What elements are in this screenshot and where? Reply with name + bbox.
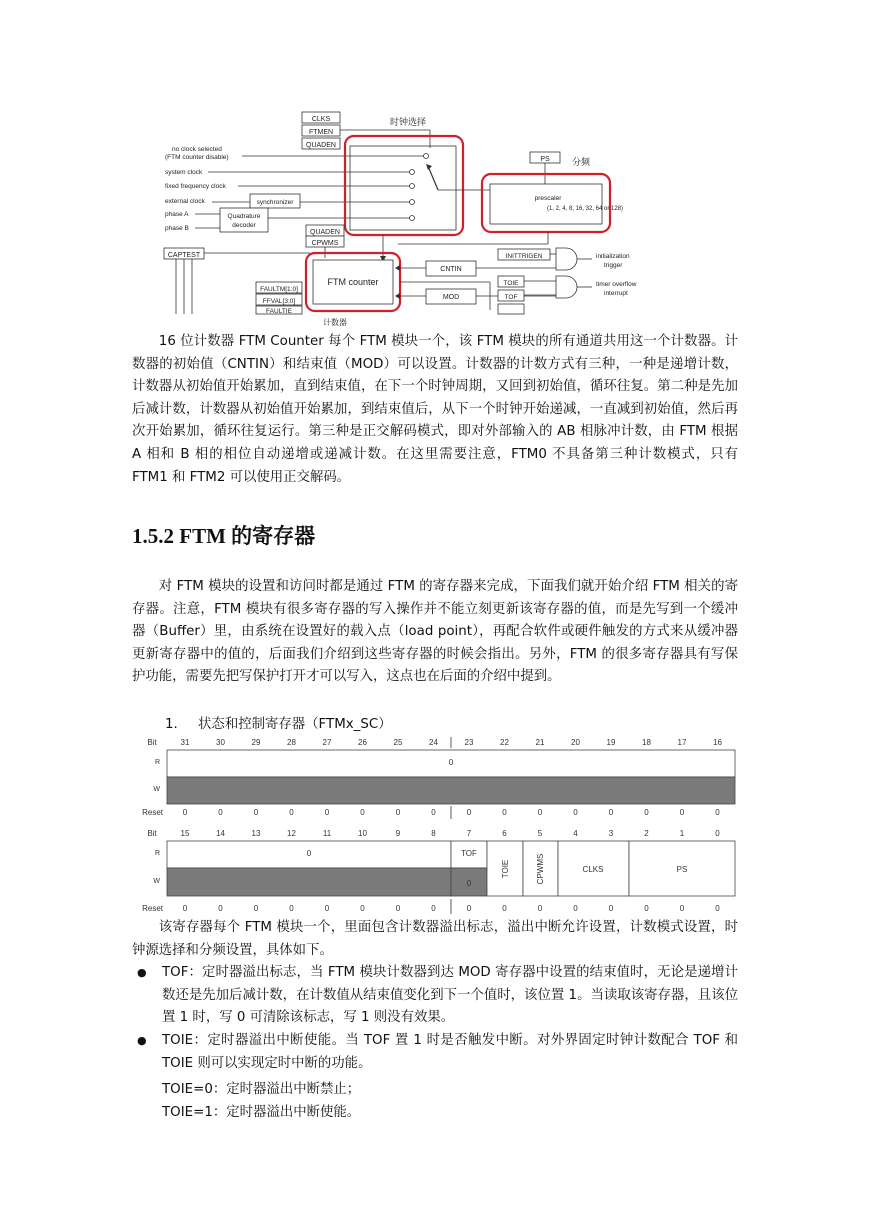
- reset-value-lower: 0: [324, 904, 330, 913]
- reset-value-upper: 0: [218, 808, 223, 817]
- bullet-toie-text: TOIE：定时器溢出中断使能。当 TOF 置 1 时是否触发中断。对外界固定时钟计数配合 TOF 和 TOIE 则可以实现定时中断的功能。: [162, 1033, 738, 1071]
- reset-label-lower: Reset: [142, 904, 163, 913]
- bit-number-lower: 5: [537, 829, 543, 838]
- reset-value-lower: 0: [253, 904, 259, 913]
- clks-register-label: CLKS: [582, 865, 604, 874]
- reset-value-upper: 0: [253, 808, 259, 817]
- ftmen-label: FTMEN: [308, 129, 334, 136]
- inittrigen-label: INITTRIGEN: [505, 253, 543, 260]
- paragraph-counter-description: 16 位计数器 FTM Counter 每个 FTM 模块一个，该 FTM 模块的所有通道共用这一个计数器。计数器的初始值（CNTIN）和结束值（MOD）可以设置。计数器的计数方式有三种，一种是递增计数，计数器从初始值开始累加，直到结束值，在下一个时钟周期，又回到初始值，循环往复。第二种是先加后减计数，计数器从初始值开始累加，到结束值后，从下一个时钟开始递减，一直减到初始值，然后再次开始累加，循环往复运行。第三种是正交解码模式，即对外部输入的 AB 相脉冲计数，由 FTM 根据 A 相和 B 相的相位自动递增或递减计数。在这里需要注意，FTM0 不具备第三种计数模式，只有 FTM1 和 FTM2 可以使用正交解码。: [132, 334, 738, 485]
- system-clock-label: system clock: [165, 169, 203, 176]
- bit-label-upper: Bit: [147, 738, 157, 747]
- bit-number-lower: 2: [644, 829, 649, 838]
- r-label-upper: R: [154, 759, 160, 766]
- init-trigger-label-1: initialization: [596, 253, 630, 260]
- bit-number-upper: 17: [677, 738, 687, 747]
- reset-value-upper: 0: [679, 808, 685, 817]
- bit-number-lower: 9: [395, 829, 401, 838]
- reset-value-upper: 0: [573, 808, 578, 817]
- cntin-label: CNTIN: [440, 266, 462, 273]
- w-label-upper: W: [153, 786, 160, 793]
- clks-label: CLKS: [311, 116, 331, 123]
- reset-value-lower: 0: [608, 904, 614, 913]
- bit-number-upper: 31: [180, 738, 190, 747]
- reset-value-lower: 0: [431, 904, 436, 913]
- init-trigger-label-2: trigger: [604, 262, 623, 269]
- timer-overflow-label-1: timer overflow: [596, 281, 637, 288]
- bit-number-upper: 23: [464, 738, 474, 747]
- counter-cn-label: 计数器: [323, 318, 347, 327]
- reset-value-upper: 0: [715, 808, 720, 817]
- reset-label-upper: Reset: [142, 808, 163, 817]
- bit-label-lower: Bit: [147, 829, 157, 838]
- faultie-label: FAULTIE: [266, 308, 292, 315]
- phase-a-label: phase A: [165, 211, 189, 218]
- synchronizer-label: synchronizer: [256, 199, 294, 206]
- reset-value-upper: 0: [289, 808, 294, 817]
- reset-value-lower: 0: [395, 904, 401, 913]
- no-clock-sub-label: (FTM counter disable): [165, 154, 229, 161]
- bit-number-lower: 10: [358, 829, 367, 838]
- phase-b-label: phase B: [165, 225, 189, 232]
- lower-r-value: 0: [306, 849, 312, 858]
- reset-value-lower: 0: [715, 904, 720, 913]
- reset-value-upper: 0: [431, 808, 436, 817]
- external-clock-label: external clock: [165, 198, 205, 205]
- bit-number-upper: 21: [535, 738, 545, 747]
- reset-value-upper: 0: [324, 808, 330, 817]
- bit-number-upper: 22: [500, 738, 509, 747]
- bit-number-lower: 11: [322, 829, 332, 838]
- bit-number-lower: 0: [715, 829, 720, 838]
- toie-diag-label: TOIE: [503, 280, 519, 287]
- ps-label: PS: [540, 156, 550, 163]
- ftm-block-diagram: [160, 108, 660, 330]
- reset-value-upper: 0: [182, 808, 188, 817]
- cpwms-label: CPWMS: [311, 240, 339, 247]
- r-label-lower: R: [154, 850, 160, 857]
- ftm-counter-label: FTM counter: [327, 277, 379, 287]
- fixed-clock-label: fixed frequency clock: [165, 183, 226, 190]
- reset-value-lower: 0: [466, 904, 472, 913]
- reset-value-lower: 0: [218, 904, 223, 913]
- reset-value-lower: 0: [360, 904, 365, 913]
- w-label-lower: W: [153, 878, 160, 885]
- reset-value-upper: 0: [466, 808, 472, 817]
- bit-number-upper: 16: [713, 738, 722, 747]
- quaden2-label: QUADEN: [310, 229, 340, 236]
- bit-number-upper: 20: [571, 738, 580, 747]
- tof-w-value: 0: [466, 879, 472, 888]
- reset-value-upper: 0: [502, 808, 507, 817]
- bit-number-upper: 27: [322, 738, 332, 747]
- reset-value-upper: 0: [537, 808, 543, 817]
- tof-register-label: TOF: [461, 849, 477, 858]
- reset-value-upper: 0: [644, 808, 649, 817]
- clock-select-label: 时钟选择: [390, 117, 427, 127]
- bit-number-lower: 1: [679, 829, 685, 838]
- bit-number-upper: 25: [393, 738, 403, 747]
- bit-number-lower: 12: [287, 829, 296, 838]
- bullet-tof-text: TOF：定时器溢出标志，当 FTM 模块计数器到达 MOD 寄存器中设置的结束值时，无论是递增计数还是先加后减计数，在计数值从结束值变化到下一个值时，该位置 1。当读取该寄存器，且该位置 1 时，写 0 可清除该标志，写 1 则没有效果。: [162, 965, 738, 1026]
- reset-value-lower: 0: [502, 904, 507, 913]
- bit-number-upper: 24: [429, 738, 438, 747]
- bit-number-lower: 4: [573, 829, 578, 838]
- captest-label: CAPTEST: [167, 252, 201, 259]
- bit-number-lower: 3: [608, 829, 614, 838]
- reset-value-upper: 0: [360, 808, 365, 817]
- prescaler-values-label: (1, 2, 4, 8, 16, 32, 64 or 128): [546, 206, 624, 212]
- register-diagram: [130, 734, 742, 916]
- quaden-label: QUADEN: [306, 142, 336, 149]
- paragraph-register-intro: 对 FTM 模块的设置和访问时都是通过 FTM 的寄存器来完成，下面我们就开始介绍 FTM 相关的寄存器。注意，FTM 模块有很多寄存器的写入操作并不能立刻更新该寄存器的值，而是先写到一个缓冲器（Buffer）里，由系统在设置好的载入点（load point），再配合软件或硬件触发的方式来从缓冲器更新寄存器中的值的，后面我们介绍到这些寄存器的时候会指出。另外，FTM 的很多寄存器具有写保护功能，需要先把写保护打开才可以写入，这点也在后面的介绍中提到。: [132, 579, 738, 685]
- reset-value-lower: 0: [537, 904, 543, 913]
- paragraph-register-summary: 该寄存器每个 FTM 模块一个，里面包含计数器溢出标志，溢出中断允许设置，计数模式设置，时钟源选择和分频设置，具体如下。: [132, 920, 738, 958]
- list-number: 1.: [165, 717, 178, 732]
- bit-number-upper: 28: [287, 738, 296, 747]
- tof-diag-label: TOF: [504, 294, 518, 301]
- reset-value-upper: 0: [395, 808, 401, 817]
- bit-number-upper: 18: [642, 738, 651, 747]
- bit-number-upper: 19: [606, 738, 616, 747]
- ps-register-label: PS: [676, 865, 688, 874]
- bit-number-lower: 14: [216, 829, 225, 838]
- toie-1-line: TOIE=1：定时器溢出中断使能。: [162, 1105, 361, 1120]
- reset-value-lower: 0: [573, 904, 578, 913]
- section-heading: 1.5.2 FTM 的寄存器: [132, 524, 316, 548]
- bit-number-upper: 29: [251, 738, 261, 747]
- prescaler-label: prescaler: [534, 195, 562, 202]
- toie-0-line: TOIE=0：定时器溢出中断禁止；: [162, 1082, 361, 1097]
- bullet-tof-marker: ●: [137, 966, 147, 979]
- bit-number-upper: 26: [358, 738, 367, 747]
- quad-decoder-label-2: decoder: [232, 222, 256, 229]
- quad-decoder-label-1: Quadrature: [227, 213, 261, 220]
- reset-value-lower: 0: [182, 904, 188, 913]
- reset-value-lower: 0: [679, 904, 685, 913]
- list-text: 状态和控制寄存器（FTMx_SC）: [198, 717, 392, 732]
- faultm-label: FAULTM[1:0]: [260, 286, 298, 293]
- reset-value-lower: 0: [289, 904, 294, 913]
- bit-number-lower: 6: [502, 829, 507, 838]
- toie-register-label: TOIE: [501, 859, 510, 879]
- bit-number-lower: 13: [251, 829, 261, 838]
- bit-number-upper: 30: [216, 738, 225, 747]
- prescale-cn-label: 分频: [572, 157, 591, 167]
- timer-overflow-label-2: interrupt: [604, 290, 628, 297]
- upper-r-value: 0: [448, 758, 454, 767]
- bullet-toie-marker: ●: [137, 1034, 147, 1047]
- reset-value-lower: 0: [644, 904, 649, 913]
- reset-value-upper: 0: [608, 808, 614, 817]
- bit-number-lower: 7: [466, 829, 472, 838]
- list-item-sc-register: [165, 713, 392, 732]
- mod-label: MOD: [442, 294, 460, 301]
- no-clock-label: no clock selected: [172, 146, 222, 153]
- ffval-label: FFVAL[3:0]: [262, 298, 296, 305]
- bit-number-lower: 8: [431, 829, 436, 838]
- bit-number-lower: 15: [180, 829, 190, 838]
- cpwms-register-label: CPWMS: [536, 853, 545, 885]
